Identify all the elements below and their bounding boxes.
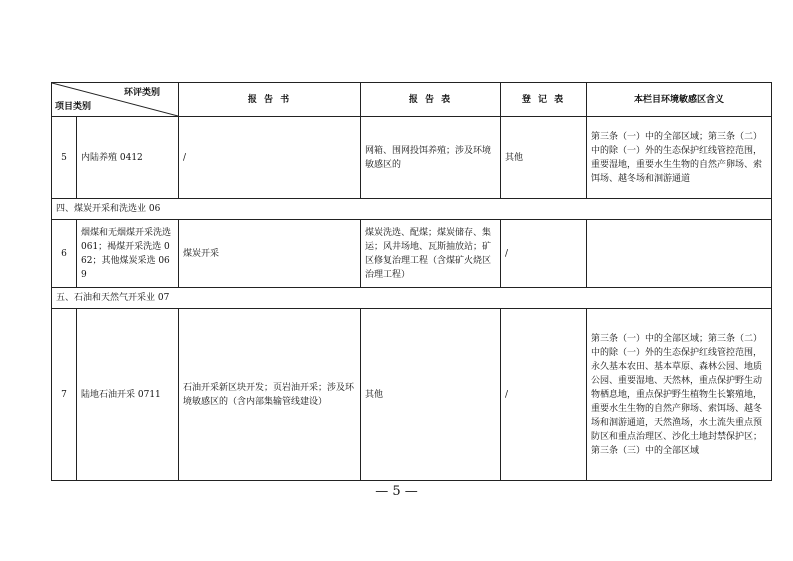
table-row (52, 117, 772, 199)
corner-header-cell (52, 83, 179, 117)
project-category: 烟煤和无烟煤开采洗选 061；褐煤开采洗选 062；其他煤炭采选 069 (77, 220, 179, 288)
corner-bottom-label: 项目类别 (55, 102, 92, 112)
section-row (52, 199, 772, 220)
project-category: 内陆养殖 0412 (77, 117, 179, 199)
section-title: 五、石油和天然气开采业 07 (52, 288, 772, 309)
section-row (52, 288, 772, 309)
report-book-cell: 石油开采新区块开发；页岩油开采；涉及环境敏感区的（含内部集输管线建设） (179, 309, 361, 481)
environmental-assessment-table (51, 82, 772, 481)
report-book-cell: / (179, 117, 361, 199)
register-form-cell: / (501, 220, 587, 288)
table-row (52, 220, 772, 288)
table-row (52, 309, 772, 481)
project-category: 陆地石油开采 0711 (77, 309, 179, 481)
header-register-form: 登 记 表 (501, 83, 587, 117)
corner-top-label: 环评类别 (123, 88, 160, 98)
row-number: 5 (52, 117, 77, 199)
page-number: — 5 — (375, 484, 418, 499)
sensitive-area-cell: 第三条（一）中的全部区域；第三条（二）中的除（一）外的生态保护红线管控范围，永久基本农田、基本草原、森林公园、地质公园、重要湿地、天然林，重点保护野生动物栖息地，重点保护野生植物生长繁殖地，重要水生生物的自然产卵场、索饵场、越冬场和洄游通道，天然渔场，水土流失重点预防区和重点治理区、沙化土地封禁保护区；第三条（三）中的全部区域 (587, 309, 772, 481)
report-form-cell: 其他 (361, 309, 501, 481)
sensitive-area-cell (587, 220, 772, 288)
report-book-cell: 煤炭开采 (179, 220, 361, 288)
header-row (52, 83, 772, 117)
register-form-cell: 其他 (501, 117, 587, 199)
report-form-cell: 煤炭洗选、配煤；煤炭储存、集运；风井场地、瓦斯抽放站；矿区修复治理工程（含煤矿火烧区治理工程） (361, 220, 501, 288)
section-title: 四、煤炭开采和洗选业 06 (52, 199, 772, 220)
row-number: 6 (52, 220, 77, 288)
header-report-form: 报 告 表 (361, 83, 501, 117)
header-sensitive-area: 本栏目环境敏感区含义 (587, 83, 772, 117)
header-report-book: 报 告 书 (179, 83, 361, 117)
report-form-cell: 网箱、围网投饵养殖；涉及环境敏感区的 (361, 117, 501, 199)
sensitive-area-cell: 第三条（一）中的全部区域；第三条（二）中的除（一）外的生态保护红线管控范围，重要湿地，重要水生生物的自然产卵场、索饵场、越冬场和洄游通道 (587, 117, 772, 199)
row-number: 7 (52, 309, 77, 481)
register-form-cell: / (501, 309, 587, 481)
